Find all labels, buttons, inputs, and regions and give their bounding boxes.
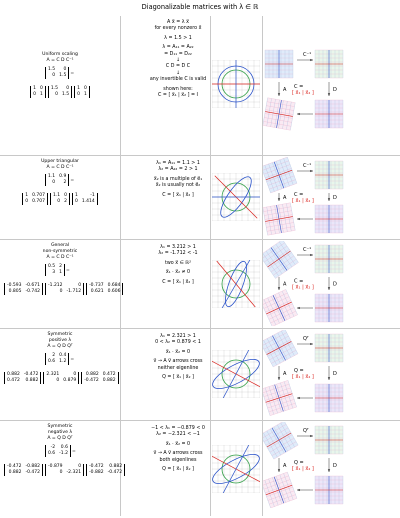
diagonalization-row	[0, 328, 400, 420]
row-divider	[0, 155, 400, 156]
map-label-left: A	[283, 463, 287, 469]
map-formula-right: [ x⃗₁ | x⃗₂ ]	[292, 284, 314, 291]
matrix-cell: -0.879	[48, 464, 63, 469]
eigen-note-line: x⃗₂ is a multiple of e⃗₁	[153, 176, 203, 182]
row-label	[0, 159, 120, 171]
eigen-note-line: λ = A₁₁ = A₂₂	[162, 45, 194, 51]
commutative-diagram	[263, 241, 398, 326]
eigen-note-line: ↓	[175, 58, 181, 64]
matrix-cell: 0	[52, 73, 56, 78]
eigen-note-line: x⃗₁ · x⃗₂ = 0	[165, 441, 191, 447]
eigen-note-line: λ₁ = 3.212 > 1	[160, 245, 196, 250]
eigen-note-line: λ₂ = −2.321 < −1	[156, 432, 200, 438]
matrix-cell: 0.6	[60, 445, 68, 450]
row-label-line: non-symmetric	[42, 249, 78, 254]
matrix-cell: -0.472	[7, 464, 22, 469]
matrix-cell: 0.882	[25, 378, 39, 383]
commutative-diagram	[263, 422, 398, 508]
eigen-notes	[138, 161, 218, 199]
map-formula-right: [ x⃗₁ | x⃗₂ ]	[292, 466, 314, 472]
space-tile-basis	[315, 426, 343, 454]
eigen-notes	[138, 20, 218, 99]
decomp-matrix-2	[45, 283, 84, 295]
transformation-plot	[212, 60, 260, 108]
matrix-cell: 0.472	[102, 372, 116, 377]
matrix-cell: 0	[52, 180, 56, 185]
space-tile-basis	[315, 161, 343, 189]
space-tile-original	[263, 330, 298, 367]
decomposition	[3, 464, 123, 476]
matrix-cell: -0.472	[84, 378, 99, 383]
equals-sign: =	[70, 356, 75, 362]
matrix-cell: 2	[59, 264, 63, 269]
map-label-top: Qᵀ	[303, 336, 309, 342]
eigen-note-line: −1 < λ₁ = −0.879 < 0	[151, 426, 205, 431]
decomp-matrix-1	[4, 283, 43, 295]
matrix-cell: -0.671	[25, 283, 41, 288]
row-label-line: Symmetric	[47, 424, 73, 429]
matrix-a-table	[45, 67, 69, 79]
matrix-cell: 1	[25, 193, 29, 198]
map-formula-right: [ x⃗₁ | x⃗₂ ]	[292, 198, 314, 204]
matrix-cell: 1.5	[59, 73, 67, 78]
map-label-top: Qᵀ	[303, 428, 309, 434]
eigen-note-line: v⃗ → A v⃗ arrows cross	[153, 451, 203, 457]
matrix-cell: 0	[66, 86, 70, 91]
eigen-notes	[138, 245, 218, 286]
matrix-cell: 1.2	[59, 359, 67, 364]
map-label-left: A	[283, 87, 287, 93]
matrix-cell: 0.882	[8, 470, 22, 475]
space-tile-diagonal	[315, 384, 343, 412]
transformation-plot	[212, 445, 260, 493]
matrix-cell: 1.5	[62, 92, 70, 97]
matrix-cell: 1.414	[81, 199, 95, 204]
matrix-a-table	[45, 445, 71, 457]
matrix-cell: 0	[56, 378, 60, 383]
eigen-note-line: C D = D C	[165, 64, 191, 70]
commutative-diagram	[263, 46, 398, 132]
map-label-top: C⁻¹	[303, 247, 312, 253]
matrix-cell: 2	[63, 180, 67, 185]
matrix-cell: 2.321	[46, 372, 60, 377]
transformation-plot	[212, 173, 260, 221]
map-formula-left: Q =	[294, 460, 304, 466]
matrix-cell: 1	[33, 86, 36, 91]
row-label-line: negative λ	[47, 430, 73, 435]
matrix-cell: 0	[25, 199, 29, 204]
equals-sign: =	[70, 70, 75, 76]
equals-sign: =	[71, 448, 76, 454]
matrix-cell: 0.707	[32, 193, 45, 198]
matrix-cell: 0.882	[85, 372, 99, 377]
matrix-cell: 0.882	[109, 464, 123, 469]
matrix-cell: 0	[77, 92, 81, 97]
space-tile-image	[263, 203, 295, 235]
eigen-note-line: x⃗₁ · x⃗₂ = 0	[165, 349, 191, 355]
eigen-note-line: λ = 1.5 > 1	[164, 35, 192, 41]
matrix-cell: 0	[64, 193, 68, 198]
matrix-cell: 1.5	[50, 86, 58, 91]
eigen-note-line: Q = [ x⃗₁ | x⃗₂ ]	[162, 467, 194, 473]
matrix-cell: 0.6	[48, 451, 56, 456]
map-label-right: D	[333, 195, 337, 201]
matrix-cell: 0	[59, 470, 63, 475]
map-label-top: C⁻¹	[303, 163, 312, 169]
row-label-line: Upper triangular	[41, 159, 79, 164]
matrix-cell: 0.882	[102, 378, 116, 383]
decomp-matrix-3	[72, 193, 98, 205]
matrix-cell: 1.1	[52, 193, 61, 198]
row-label-line: A = Q D Qᵀ	[47, 344, 73, 349]
eigen-note-line: shown here:	[163, 86, 193, 92]
matrix-cell: 1	[75, 193, 78, 198]
decomp-matrix-2	[50, 193, 70, 205]
matrix-cell: 0.707	[32, 199, 45, 204]
matrix-cell: 0	[63, 67, 67, 72]
map-formula-left: Q =	[294, 368, 304, 374]
decomposition	[3, 372, 117, 384]
matrix-cell: 0.879	[63, 378, 77, 383]
figure-title: Diagonalizable matrices with λ ∈ ℝ	[141, 3, 259, 11]
map-label-right: D	[333, 371, 337, 377]
decomposition	[3, 283, 121, 295]
eigen-note-line: any invertible C is valid	[149, 77, 207, 83]
space-tile-diagonal	[315, 294, 343, 322]
diagonalization-row	[0, 16, 400, 155]
row-divider	[0, 420, 400, 421]
matrix-a	[44, 174, 74, 186]
space-tile-basis	[315, 245, 343, 273]
matrix-cell: 0.621	[90, 289, 104, 294]
matrix-cell: 0.684	[107, 283, 121, 288]
eigen-note-line: = D₁₁ = D₂₂	[164, 51, 192, 57]
space-tile-original	[265, 50, 293, 78]
space-tile-basis	[315, 50, 343, 78]
eigen-note-line: two x⃗ ∈ ℝ²	[164, 260, 192, 266]
map-label-right: D	[333, 281, 337, 288]
decomp-matrix-1	[4, 372, 41, 384]
decomposition	[3, 86, 117, 98]
eigen-note-line: λ₁ = 2.321 > 1	[160, 334, 196, 339]
matrix-a-table	[45, 264, 65, 276]
matrix-cell: 0.6	[48, 359, 56, 364]
diagonalization-row	[0, 155, 400, 239]
eigen-note-line: C = [ x⃗₁ | x⃗₂ ] = I	[158, 93, 198, 99]
row-label	[0, 424, 120, 442]
map-formula-left: C =	[294, 278, 304, 285]
map-formula-left: C =	[294, 84, 304, 90]
decomp-matrix-3	[81, 372, 118, 384]
eigen-note-line: both eigenlines	[159, 457, 197, 463]
space-tile-image	[263, 380, 297, 415]
map-label-top: C⁻¹	[303, 52, 312, 58]
row-label	[0, 243, 120, 261]
transformation-plot	[212, 350, 260, 398]
map-label-left: A	[283, 281, 287, 288]
map-label-right: D	[333, 463, 337, 469]
eigen-note-line: C = [ x⃗₁ | x⃗₂ ]	[162, 279, 194, 285]
space-tile-original	[263, 157, 297, 193]
eigen-note-line: λ₂ = A₂₂ = 2 > 1	[158, 167, 198, 173]
matrix-cell: -0.882	[89, 470, 104, 475]
matrix-a	[44, 353, 74, 365]
equals-sign: =	[66, 267, 70, 273]
row-label-line: A = C D C⁻¹	[46, 165, 74, 170]
matrix-cell: -0.737	[89, 283, 104, 288]
matrix-cell: -2	[50, 445, 56, 450]
space-tile-original	[263, 241, 298, 278]
map-formula-right: [ x⃗₁ | x⃗₂ ]	[292, 90, 314, 96]
eigen-notes	[138, 334, 218, 381]
matrix-cell: -1	[90, 193, 95, 198]
diagonalization-row	[0, 239, 400, 328]
eigen-note-line: ↓	[175, 70, 181, 76]
matrix-cell: 0.805	[8, 289, 22, 294]
space-tile-image	[263, 289, 298, 326]
commutative-diagram	[263, 157, 398, 237]
decomp-matrix-1	[22, 193, 48, 205]
decomp-matrix-1	[4, 464, 43, 476]
matrix-cell: -2.321	[66, 470, 82, 475]
space-tile-diagonal	[315, 100, 343, 128]
matrix-cell: 0	[73, 372, 77, 377]
equals-sign: =	[70, 177, 75, 183]
matrix-cell: 0	[59, 289, 63, 294]
matrix-a	[44, 264, 70, 276]
eigen-note-line: neither eigenline	[157, 365, 199, 371]
space-tile-diagonal	[315, 476, 343, 504]
matrix-a-table	[45, 353, 69, 365]
map-label-left: A	[283, 195, 287, 201]
matrix-cell: 0.882	[7, 372, 20, 377]
matrix-cell: 0.472	[7, 378, 20, 383]
decomp-matrix-2	[48, 86, 72, 98]
matrix-cell: 0.5	[48, 264, 56, 269]
matrix-cell: 1	[39, 92, 43, 97]
matrix-cell: 0	[39, 86, 43, 91]
diagonalization-row	[0, 420, 400, 518]
eigen-note-line: x⃗₂ is usually not e⃗₂	[155, 183, 201, 189]
matrix-cell: -1.2	[59, 451, 68, 456]
matrix-cell: -0.472	[107, 470, 123, 475]
eigen-note-line: λ₁ = A₁₁ = 1.1 > 1	[156, 161, 200, 166]
row-label-line: A = C D C⁻¹	[46, 255, 74, 260]
matrix-cell: -0.472	[23, 372, 39, 377]
matrix-cell: -0.472	[25, 470, 41, 475]
matrix-cell: 1	[84, 92, 87, 97]
eigen-note-line: C = [ x⃗₁ | x⃗₂ ]	[162, 192, 194, 198]
commutative-diagram	[263, 330, 398, 416]
matrix-a	[44, 67, 74, 79]
space-tile-original	[263, 422, 298, 459]
matrix-cell: 1.5	[48, 67, 56, 72]
row-divider	[0, 239, 400, 240]
matrix-cell: 0.4	[59, 353, 67, 358]
matrix-cell: 1	[59, 270, 63, 275]
decomposition	[3, 193, 117, 205]
space-tile-basis	[315, 334, 343, 362]
matrix-cell: -0.882	[25, 464, 41, 469]
row-label-line: General	[50, 243, 70, 248]
matrix-cell: 1	[77, 86, 81, 91]
matrix-cell: 0.606	[107, 289, 121, 294]
eigen-notes	[138, 426, 218, 473]
row-label-line: Uniform scaling	[42, 52, 78, 57]
decomp-matrix-2	[43, 372, 79, 384]
eigen-note-line: x⃗₁ · x⃗₂ ≠ 0	[165, 270, 191, 276]
matrix-cell: 0	[78, 464, 82, 469]
decomp-matrix-3	[74, 86, 90, 98]
decomp-matrix-2	[45, 464, 84, 476]
matrix-cell: 0	[55, 92, 58, 97]
eigen-note-line: λ₂ = -1.712 < -1	[158, 251, 198, 257]
row-divider	[0, 328, 400, 329]
row-label-line: positive λ	[48, 338, 72, 343]
map-formula-left: C =	[294, 192, 304, 198]
decomp-matrix-1	[30, 86, 46, 98]
matrix-cell: -1.712	[66, 289, 82, 294]
row-label	[0, 332, 120, 350]
map-label-left: A	[283, 371, 287, 377]
matrix-cell: -0.593	[7, 283, 22, 288]
transformation-plot	[212, 260, 260, 308]
map-label-right: D	[333, 87, 337, 93]
matrix-cell: 0	[78, 283, 82, 288]
space-tile-diagonal	[315, 205, 343, 233]
matrix-cell: 0	[75, 199, 78, 204]
matrix-cell: -1.212	[48, 283, 63, 288]
matrix-cell: -0.742	[25, 289, 41, 294]
row-label	[0, 52, 120, 64]
space-tile-image	[263, 472, 297, 508]
decomp-matrix-3	[86, 464, 125, 476]
eigen-note-line: Q = [ x⃗₁ | x⃗₂ ]	[162, 375, 194, 381]
matrix-a-table	[45, 174, 69, 186]
matrix-cell: 0	[57, 199, 61, 204]
decomp-matrix-3	[86, 283, 123, 295]
map-formula-right: [ x⃗₁ | x⃗₂ ]	[292, 374, 314, 380]
row-label-line: Symmetric	[47, 332, 73, 337]
matrix-cell: 3	[52, 270, 56, 275]
row-label-line: A = Q D Qᵀ	[47, 436, 73, 441]
matrix-cell: 0	[33, 92, 36, 97]
matrix-cell: -0.472	[89, 464, 104, 469]
matrix-cell: 0	[84, 86, 87, 91]
matrix-cell: 1.1	[48, 174, 56, 179]
matrix-cell: 0.9	[59, 174, 67, 179]
row-label-line: A = C D C⁻¹	[46, 58, 74, 63]
eigen-note-line: v⃗ → A v⃗ arrows cross	[153, 359, 203, 365]
matrix-cell: 2	[52, 353, 56, 358]
space-tile-image	[263, 98, 295, 130]
eigen-note-line: 0 < λ₂ = 0.879 < 1	[155, 340, 201, 346]
eigen-note-line: for every nonzero x⃗	[154, 26, 202, 32]
matrix-cell: 2	[64, 199, 68, 204]
matrix-a	[44, 445, 76, 457]
eigen-note-line: A x⃗ = λ x⃗	[167, 20, 189, 25]
